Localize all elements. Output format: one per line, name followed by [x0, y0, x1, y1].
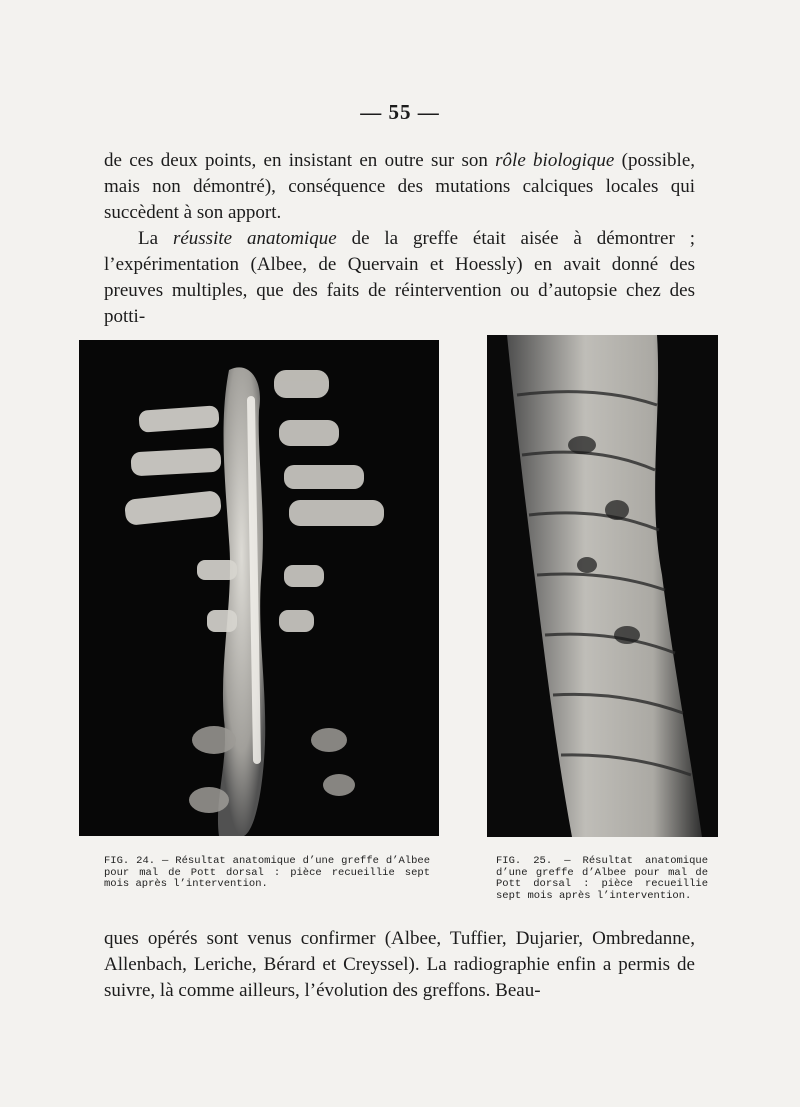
figure-25-caption: FIG. 25. — Résultat anatomique d’une greffe d’Albee pour mal de Pott dorsal : pièce recueillie sept mois après l’intervention. [496, 855, 708, 902]
figure-24-caption: FIG. 24. — Résultat anatomique d’une greffe d’Albee pour mal de Pott dorsal : pièce recueillie sept mois après l’intervention. [104, 855, 430, 890]
italic-text: réussite anatomique [172, 228, 337, 249]
text-run: (possible, mais non démontré), conséquence des mutations calciques locales qui succèdent à son apport. [104, 150, 695, 223]
paragraph [104, 148, 695, 226]
body-text-bottom [104, 926, 695, 1004]
italic-text: rôle biologique [495, 150, 615, 171]
body-text-top [104, 148, 695, 330]
page-number: — 55 — [360, 100, 440, 124]
text-run: de la greffe était aisée à démontrer ; l’expérimentation (Albee, de Quervain et Hoessly) en avait donné des preuves multiples, que des faits de réintervention ou d’autopsie chez des potti- [104, 228, 695, 327]
text-run: de ces deux points, en insistant en outre sur son [104, 150, 496, 171]
figure-25-photo [487, 335, 718, 837]
text-run: La [138, 228, 173, 249]
paragraph [104, 226, 695, 330]
figure-24-photo [79, 340, 439, 836]
spine-posterior-illustration [79, 340, 439, 836]
paragraph: ques opérés sont venus confirmer (Albee, Tuffier, Dujarier, Ombredanne, Allenbach, Leriche, Bérard et Creyssel). La radiographie enfin a permis de suivre, là comme ailleurs, l’évolution des greffons. Beau- [104, 928, 695, 1001]
spine-lateral-illustration [487, 335, 718, 837]
